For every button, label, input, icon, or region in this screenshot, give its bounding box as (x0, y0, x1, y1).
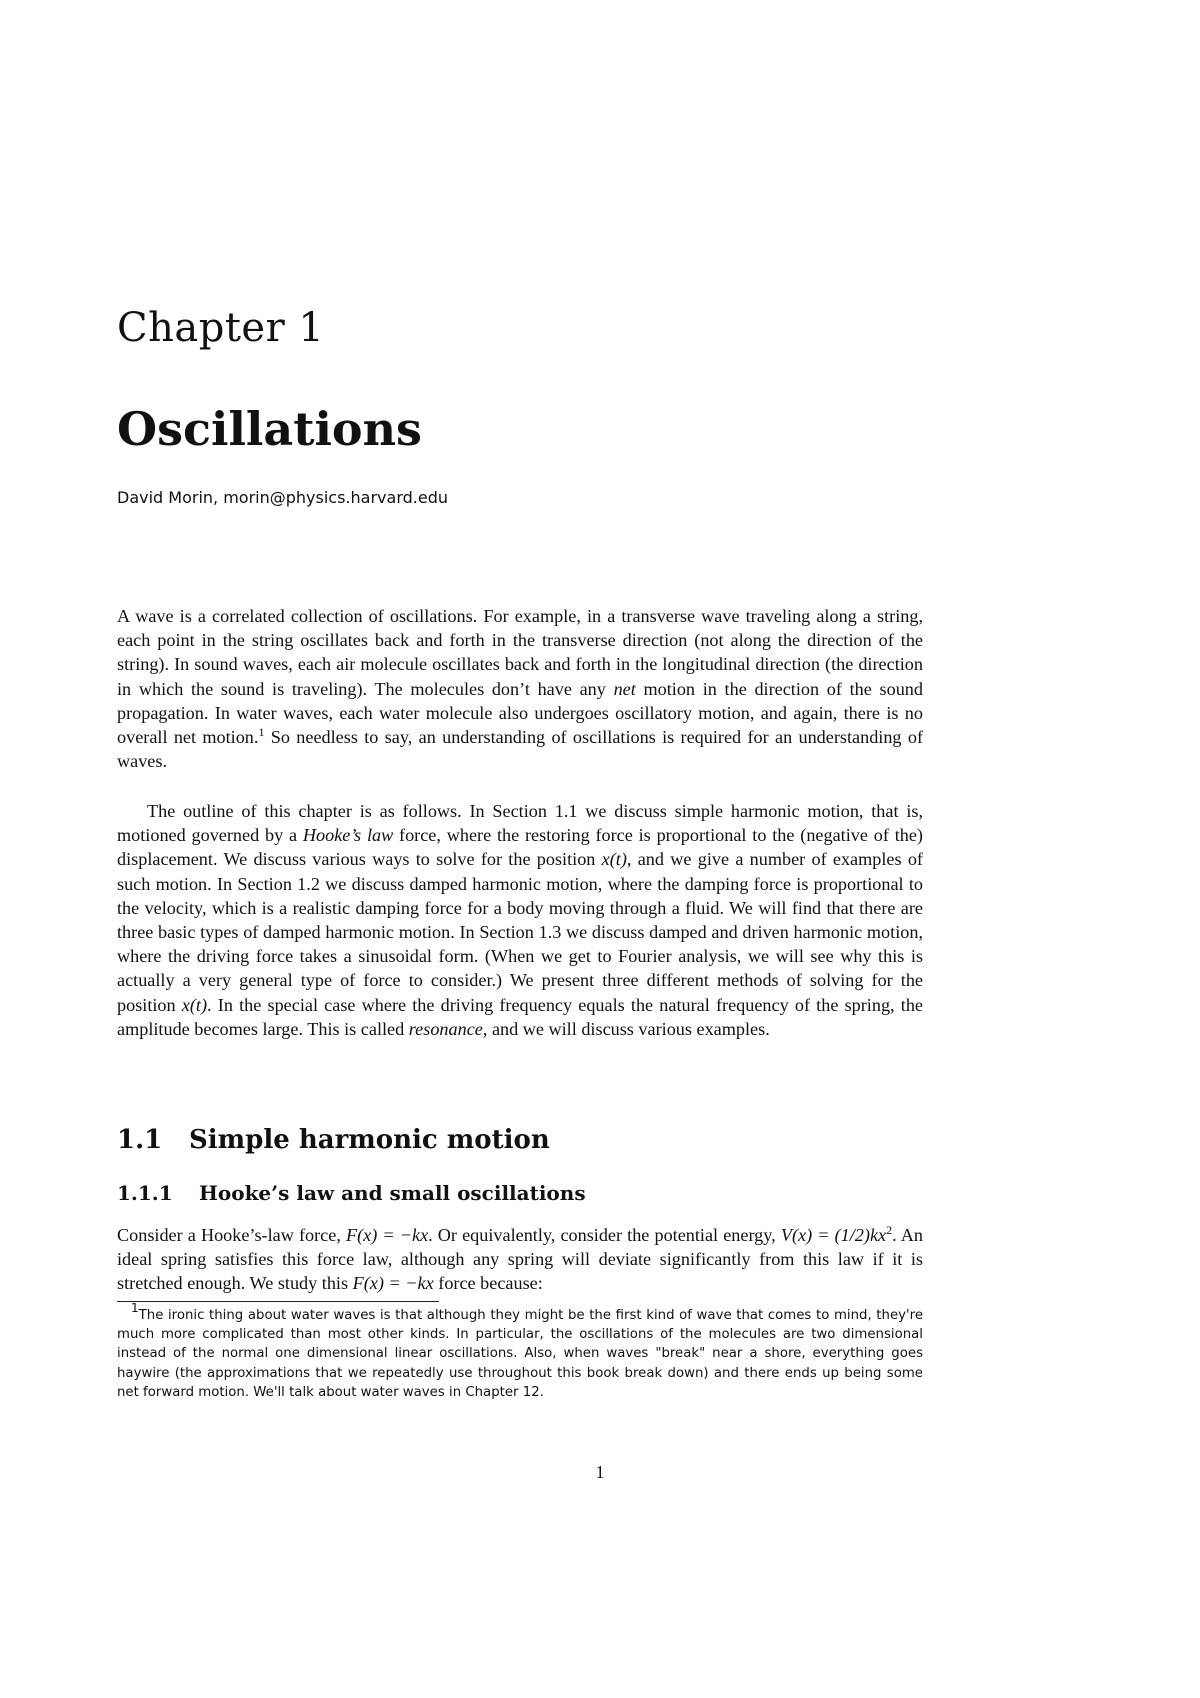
section-title: Simple harmonic motion (189, 1125, 550, 1155)
text-run: The outline of this chapter is as follows. In Section 1.1 we discuss simple harmonic motion, that is, motioned governed by a (117, 801, 923, 846)
footnote-marker[interactable]: 1 (258, 725, 265, 740)
text-run: . In the special case where the driving frequency equals the natural frequency of the spring, the amplitude becomes large. This is called (117, 994, 923, 1039)
text-run: motion in the direction of the sound propagation. In water waves, each water molecule also undergoes oscillatory motion, and again, there is no overall net motion. (117, 678, 923, 748)
text-run: So needless to say, an understanding of oscillations is required for an understanding of waves. (117, 727, 923, 772)
text-run: , and we will discuss various examples. (482, 1018, 770, 1039)
intro-paragraph-2 (117, 799, 923, 1041)
text-run: Consider a Hooke’s-law force, (117, 1225, 346, 1245)
body-paragraph-hookes-law (117, 1223, 923, 1296)
footnote-text: The ironic thing about water waves is that although they might be the first kind of wave that comes to mind, they're much more complicated than most other kinds. In particular, the oscillations of the molecules are two dimensional instead of the normal one dimensional linear oscillations. Also, when waves "break" near a shore, everything goes haywire (the approximations that we repeatedly use throughout this book break down) and there ends up being some net forward motion. We'll talk about water waves in Chapter 12. (117, 1308, 923, 1400)
text-run: . An ideal spring satisfies this force law, although any spring will deviate significantly from this law if it is stretched enough. We study this (117, 1225, 923, 1294)
text-run: A wave is a correlated collection of oscillations. For example, in a transverse wave traveling along a string, each point in the string oscillates back and forth in the transverse direction (not along the direction of the string). In sound waves, each air molecule oscillates back and forth in the longitudinal direction (the direction in which the sound is traveling). The molecules don’t have any (117, 606, 923, 699)
text-run: , and we give a number of examples of such motion. In Section 1.2 we discuss damped harmonic motion, where the damping force is proportional to the velocity, which is a realistic damping force for a body moving through a fluid. We will find that there are three basic types of damped harmonic motion. In Section 1.3 we discuss damped and driven harmonic motion, where the driving force takes a sinusoidal form. (When we get to Fourier analysis, we will see why this is actually a very general type of force to consider.) We present three different methods of solving for the position (117, 849, 923, 1015)
chapter-label: Chapter 1 (117, 305, 325, 351)
footnote-rule (117, 1301, 439, 1302)
emphasis-hookes-law: Hooke’s law (302, 825, 394, 846)
section-number: 1.1 (117, 1125, 163, 1155)
subsection-title: Hooke’s law and small oscillations (199, 1181, 586, 1205)
text-run: . Or equivalently, consider the potential energy, (428, 1225, 781, 1245)
math-force-law: F(x) = −kx (345, 1225, 429, 1245)
subsection-heading (117, 1181, 586, 1205)
math-force-law: F(x) = −kx (352, 1273, 434, 1294)
math-exponent: 2 (886, 1223, 893, 1237)
chapter-title: Oscillations (117, 402, 422, 456)
intro-paragraph-1 (117, 604, 923, 773)
math-x-of-t: x(t) (181, 994, 208, 1015)
emphasis-net: net (613, 678, 636, 699)
emphasis-resonance: resonance (408, 1018, 483, 1039)
text-run: force because: (433, 1273, 543, 1294)
math-x-of-t: x(t) (601, 849, 627, 870)
author-line: David Morin, morin@physics.harvard.edu (117, 488, 448, 507)
math-potential-energy: V(x) = (1/2)kx (780, 1225, 887, 1245)
text-run: force, where the restoring force is proportional to the (negative of the) displacement. We discuss various ways to solve for the position (117, 825, 923, 870)
page-number: 1 (595, 1462, 605, 1482)
footnote-1 (117, 1301, 923, 1402)
subsection-number: 1.1.1 (117, 1181, 173, 1205)
footnote-mark: 1 (131, 1301, 139, 1315)
section-heading (117, 1125, 550, 1155)
